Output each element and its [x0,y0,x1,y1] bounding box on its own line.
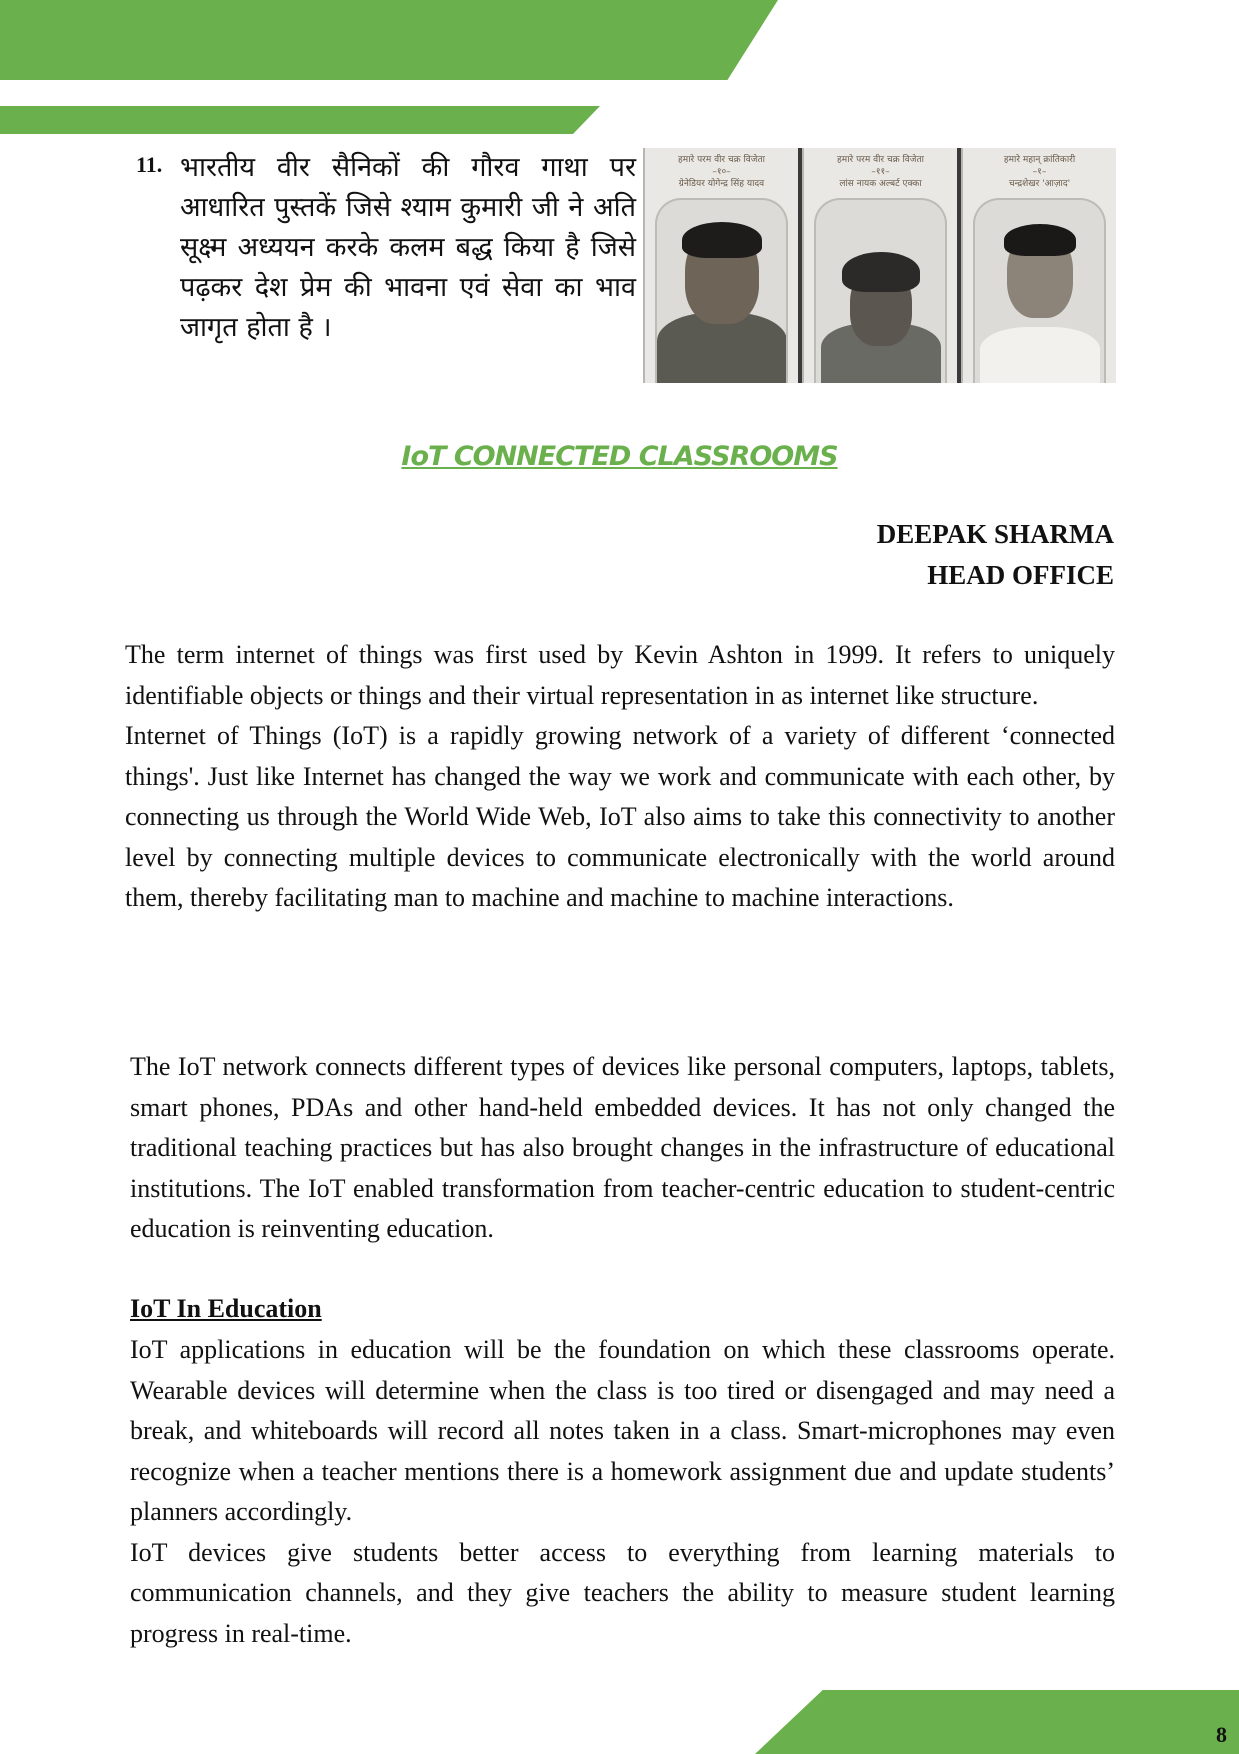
author-name: DEEPAK SHARMA [876,519,1114,549]
portrait-soldier-1 [655,198,788,383]
book-cover-header: हमारे परम वीर चक्र विजेता –११– लांस नायक अल्बर्ट एक्का [837,155,924,189]
paragraph: The term internet of things was first used by Kevin Ashton in 1999. It refers to uniquely identifiable objects or things and their virtual representation in as internet like structure. [125,640,1115,710]
author-block [877,514,1114,596]
paragraph: IoT applications in education will be the foundation on which these classrooms operate. Wearable devices will determine when the class is too tired or disengaged and may need a break, and whiteboards will record all notes taken in a class. Smart-microphones may even recognize when a teacher mentions there is a homework assignment due and update students’ planners accordingly. [130,1335,1115,1526]
network-paragraph [130,1047,1115,1250]
second-green-band [0,106,600,134]
book-cover-2 [802,148,957,383]
top-green-band [0,0,778,80]
book-covers-photo [643,148,1116,383]
hindi-paragraph: भारतीय वीर सैनिकों की गौरव गाथा पर आधारित पुस्तकें जिसे श्याम कुमारी जी ने अति सूक्ष्म अध्ययन करके कलम बद्ध किया है जिसे पढ़कर देश प्रेम की भावना एवं सेवा का भाव जागृत होता है । [180,152,636,343]
section-heading: IoT In Education [130,1294,322,1323]
book-cover-3 [961,148,1116,383]
article-title: IoT CONNECTED CLASSROOMS [401,441,838,472]
hindi-list-item [136,148,636,348]
portrait-revolutionary [973,198,1106,383]
paragraph: The IoT network connects different types of devices like personal computers, laptops, tablets, smart phones, PDAs and other hand-held embedded devices. It has not only changed the traditional teaching practices but has also brought changes in the infrastructure of educational institutions. The IoT enabled transformation from teacher-centric education to student-centric education is reinventing education. [130,1052,1115,1243]
paragraph: Internet of Things (IoT) is a rapidly growing network of a variety of different ‘connected things'. Just like Internet has changed the way we work and communicate with each other, by connecting us through the World Wide Web, IoT also aims to take this connectivity to another level by connecting multiple devices to communicate electronically with the world around them, thereby facilitating man to machine and machine to machine interactions. [125,721,1115,912]
page-number: 8 [1216,1722,1227,1747]
book-cover-1 [643,148,798,383]
bottom-green-band [755,1690,1239,1754]
paragraph: IoT devices give students better access to everything from learning materials to communication channels, and they give teachers the ability to measure student learning progress in real-time. [130,1537,1115,1648]
intro-paragraphs [125,635,1115,919]
education-paragraphs [130,1330,1115,1654]
book-cover-header: हमारे परम वीर चक्र विजेता –१०– ग्रेनेडियर योगेन्द्र सिंह यादव [678,155,765,189]
portrait-soldier-2 [814,198,947,383]
author-office: HEAD OFFICE [927,560,1114,590]
book-cover-header: हमारे महान् क्रांतिकारी –१– चन्द्रशेखर 'आज़ाद' [1003,155,1076,189]
list-number: 11. [136,152,163,177]
